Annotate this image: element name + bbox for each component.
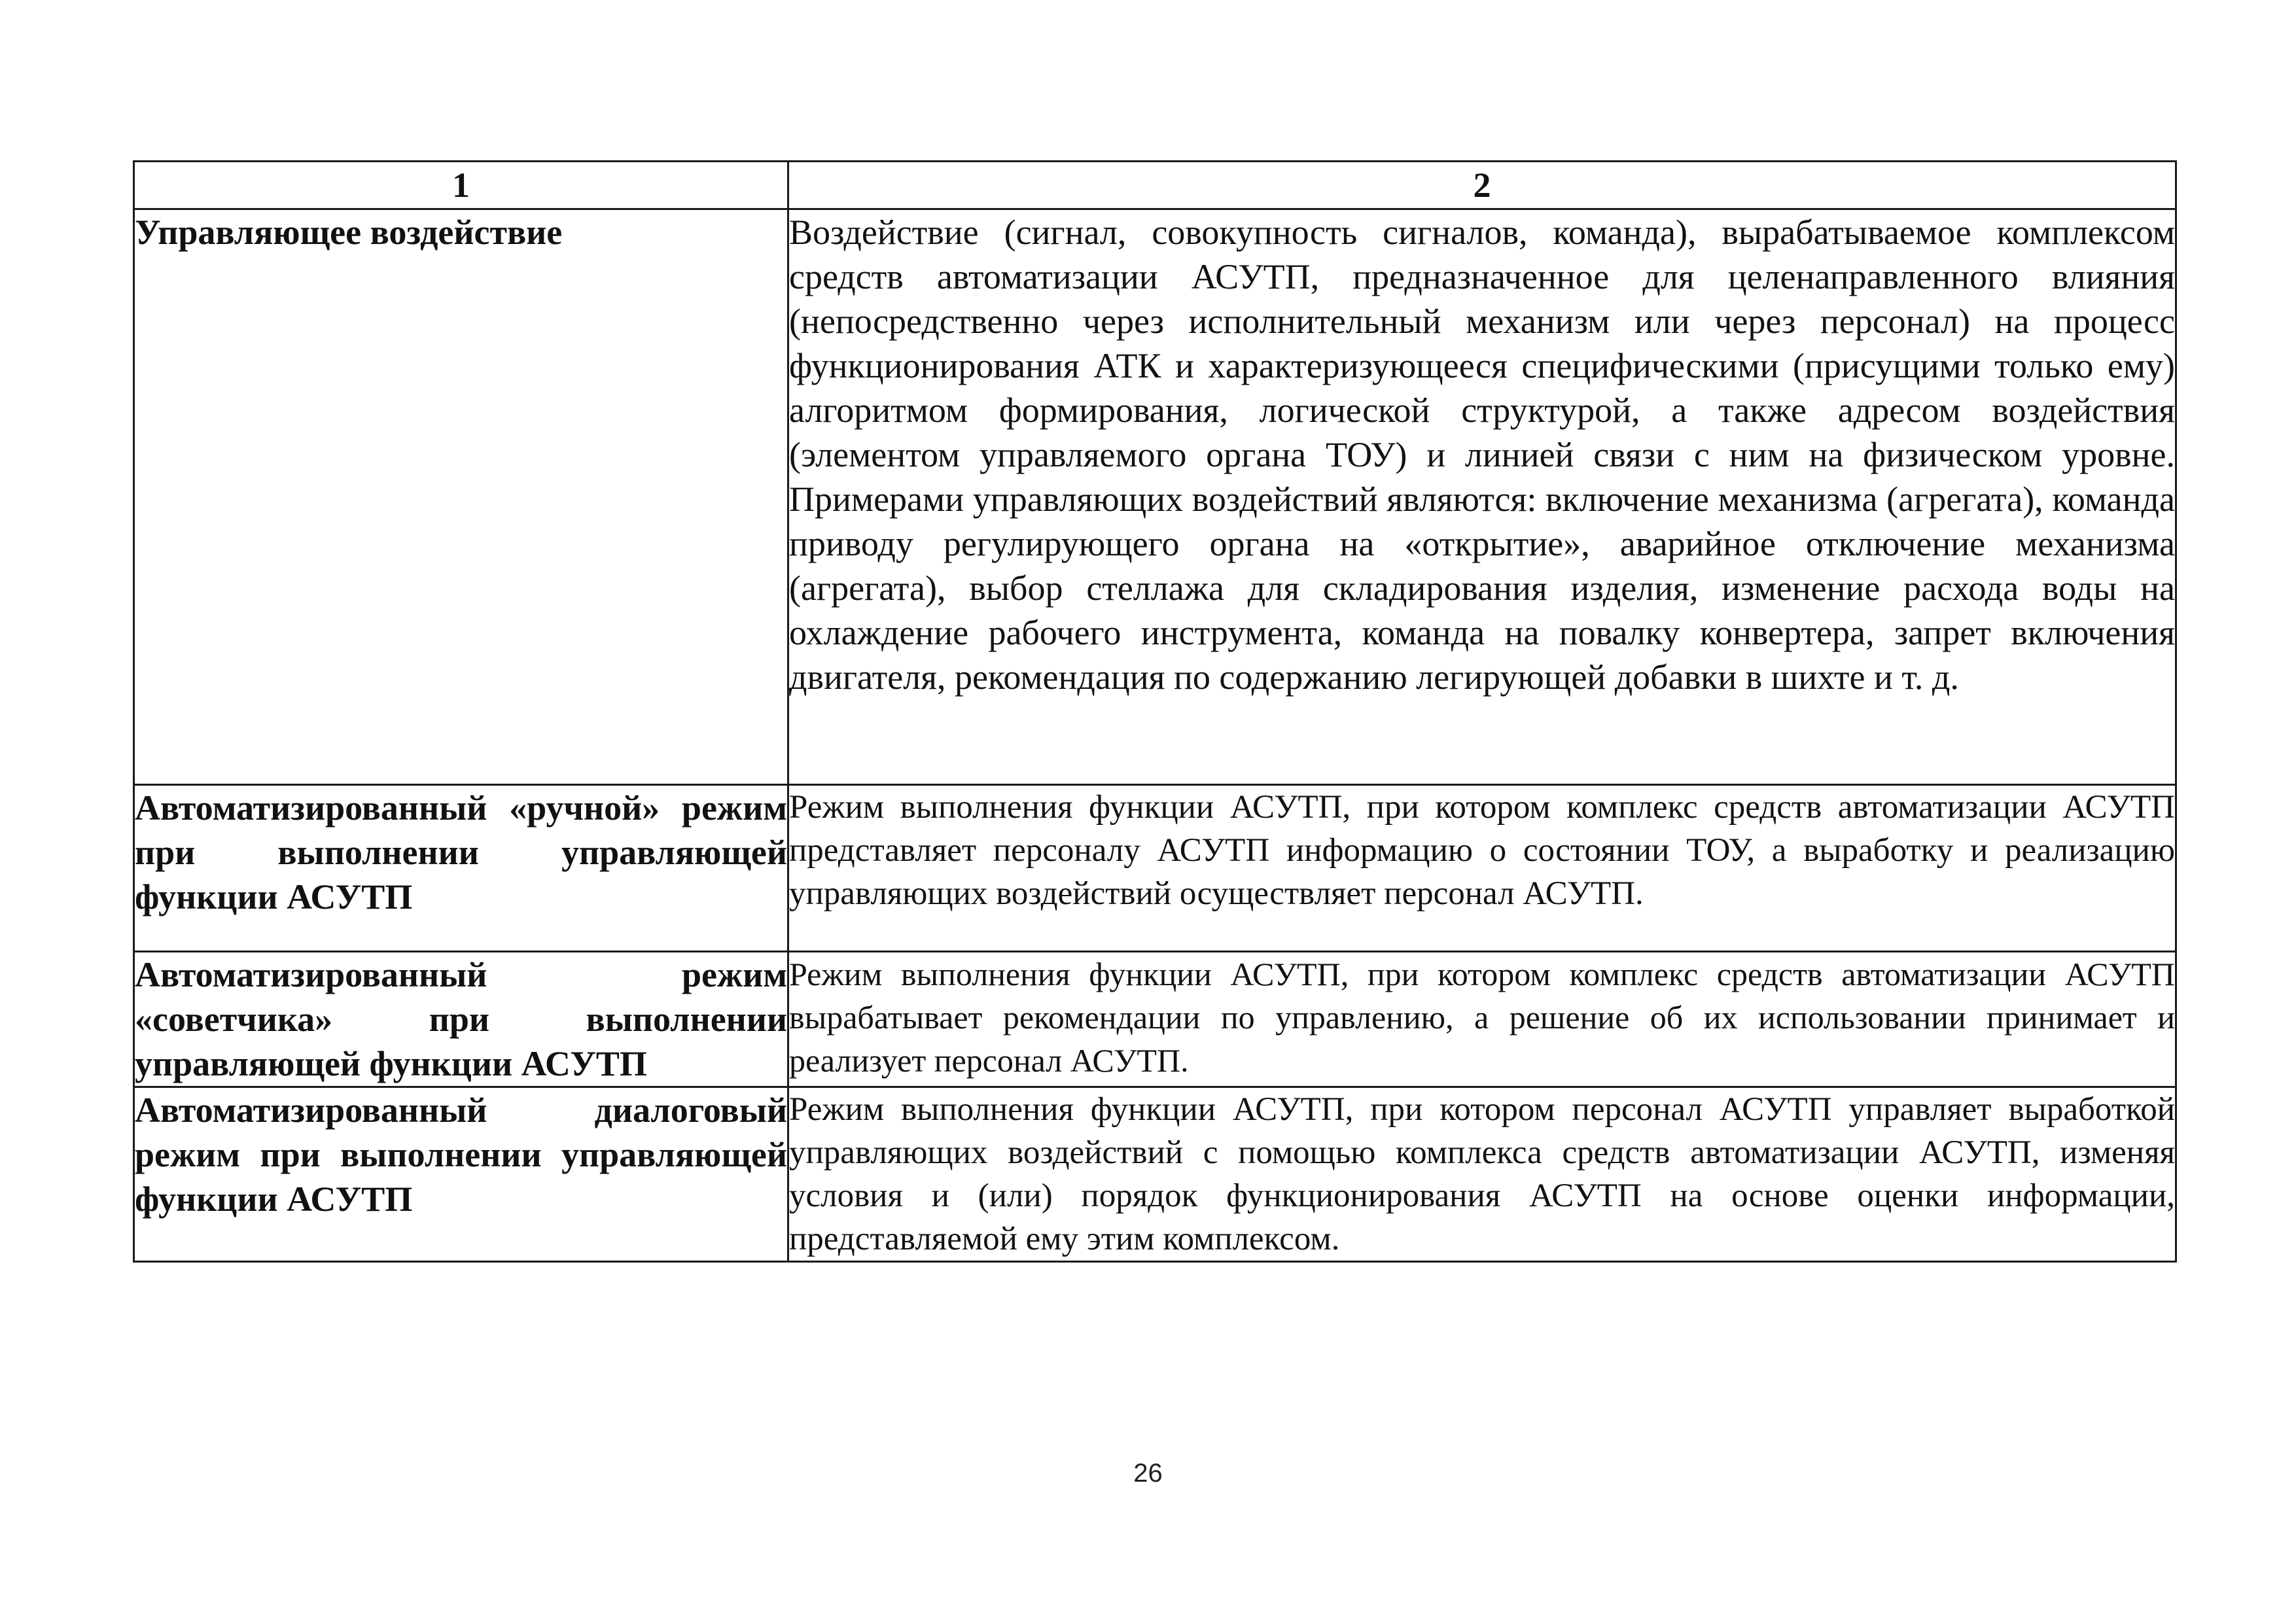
definition-cell: Режим выполнения функции АСУТП, при котором комплекс средств автоматизации АСУТП представляет персоналу АСУТП информацию о состоянии ТОУ, а выработку и реализацию управляющих воздействий осуществляет персонал АСУТП. <box>788 785 2176 952</box>
table-row <box>134 952 2176 1087</box>
table-row <box>134 209 2176 785</box>
definition-cell: Режим выполнения функции АСУТП, при котором комплекс средств автоматизации АСУТП вырабатывает рекомендации по управлению, а решение об их использовании принимает и реализует персонал АСУТП. <box>788 952 2176 1087</box>
table-header-row <box>134 162 2176 209</box>
column-header-1: 1 <box>134 162 788 209</box>
term-cell: Управляющее воздействие <box>134 209 788 785</box>
term-cell: Автоматизированный диалоговый режим при выполнении управляющей функции АСУТП <box>134 1087 788 1262</box>
terms-table <box>133 160 2177 1263</box>
definition-cell: Режим выполнения функции АСУТП, при котором персонал АСУТП управляет выработкой управляющих воздействий с помощью комплекса средств автоматизации АСУТП, изменяя условия и (или) порядок функционирования АСУТП на основе оценки информации, представляемой ему этим комплексом. <box>788 1087 2176 1262</box>
term-cell: Автоматизированный режим «советчика» при выполнении управляющей функции АСУТП <box>134 952 788 1087</box>
definition-cell: Воздействие (сигнал, совокупность сигналов, команда), вырабатываемое комплексом средств автоматизации АСУТП, предназначенное для целенаправленного влияния (непосредственно через исполнительный механизм или через персонал) на процесс функционирования АТК и характеризующееся специфическими (присущими только ему) алгоритмом формирования, логической структурой, а также адресом воздействия (элементом управляемого органа ТОУ) и линией связи с ним на физическом уровне. Примерами управляющих воздействий являются: включение механизма (агрегата), команда приводу регулирующего органа на «открытие», аварийное отключение механизма (агрегата), выбор стеллажа для складирования изделия, изменение расхода воды на охлаждение рабочего инструмента, команда на повалку конвертера, запрет включения двигателя, рекомендация по содержанию легирующей добавки в шихте и т. д. <box>788 209 2176 785</box>
table-row <box>134 1087 2176 1262</box>
page-number: 26 <box>1133 1459 1163 1488</box>
table-row <box>134 785 2176 952</box>
term-cell: Автоматизированный «ручной» режим при выполнении управляющей функции АСУТП <box>134 785 788 952</box>
column-header-2: 2 <box>788 162 2176 209</box>
